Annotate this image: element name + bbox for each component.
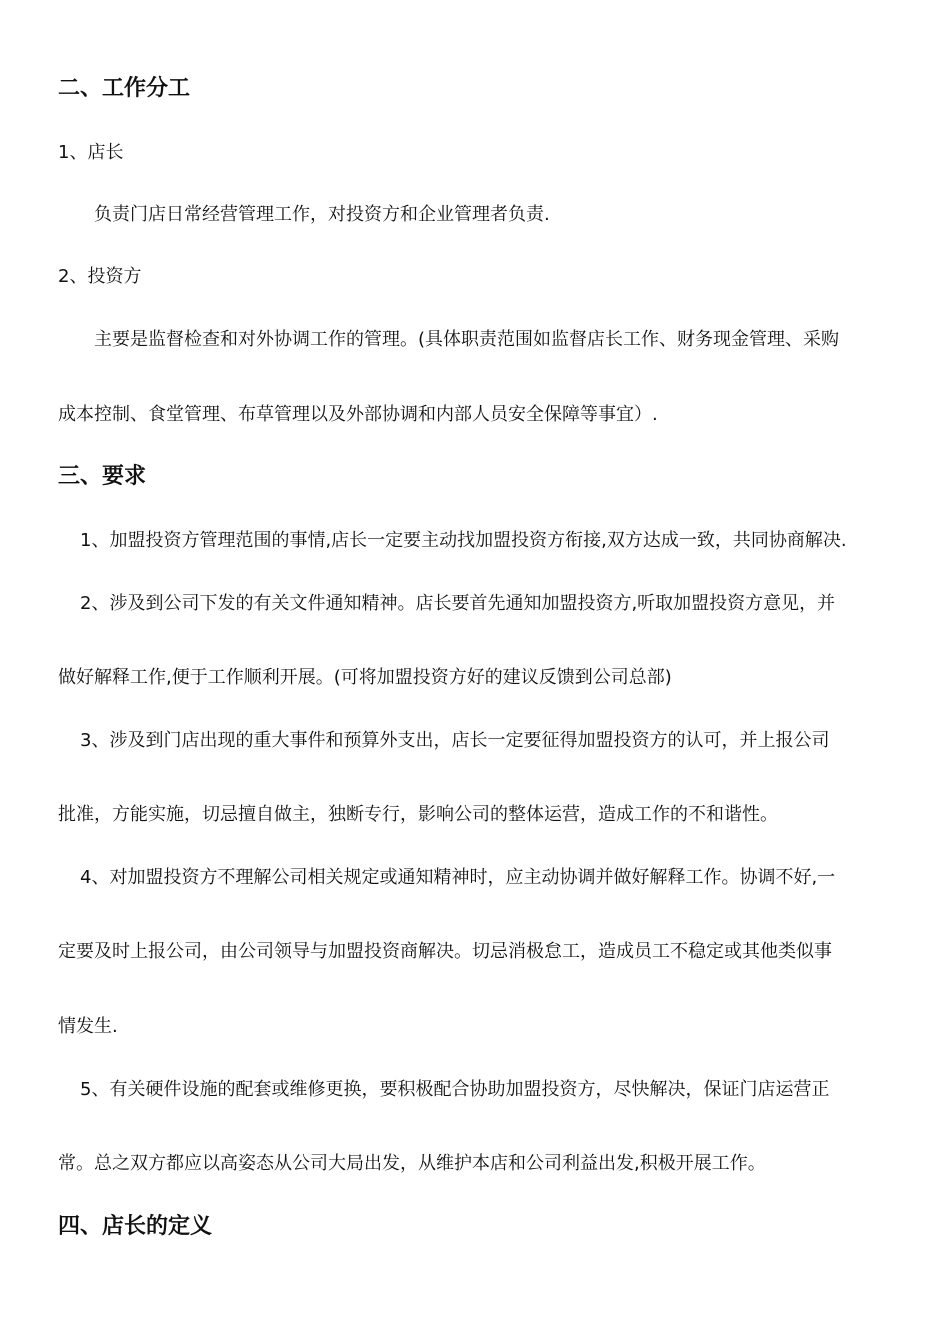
requirement-3-line1: 3、涉及到门店出现的重大事件和预算外支出，店长一定要征得加盟投资方的认可，并上报公司	[80, 730, 830, 751]
requirement-1-line1: 1、加盟投资方管理范围的事情,店长一定要主动找加盟投资方衔接,双方达成一致，共同协商解决.	[80, 530, 847, 551]
item-text-investor-line1: 主要是监督检查和对外协调工作的管理。(具体职责范围如监督店长工作、财务现金管理、采购	[94, 329, 840, 350]
requirement-5-line1: 5、有关硬件设施的配套或维修更换，要积极配合协助加盟投资方，尽快解决，保证门店运营正	[80, 1079, 830, 1100]
requirement-5-line2: 常。总之双方都应以高姿态从公司大局出发，从维护本店和公司利益出发,积极开展工作。	[58, 1153, 766, 1174]
section-heading-division: 二、工作分工	[58, 76, 191, 101]
section-heading-requirements: 三、要求	[58, 464, 147, 489]
item-text-store-manager: 负责门店日常经营管理工作，对投资方和企业管理者负责.	[94, 204, 550, 225]
requirement-4-line1: 4、对加盟投资方不理解公司相关规定或通知精神时，应主动协调并做好解释工作。协调不好,一	[80, 867, 836, 888]
item-title-store-manager: 1、店长	[58, 142, 124, 163]
requirement-2-line2: 做好解释工作,便于工作顺利开展。(可将加盟投资方好的建议反馈到公司总部)	[58, 667, 672, 688]
item-text-investor-line2: 成本控制、食堂管理、布草管理以及外部协调和内部人员安全保障等事宜）.	[58, 404, 658, 425]
requirement-4-line2: 定要及时上报公司，由公司领导与加盟投资商解决。切忌消极怠工，造成员工不稳定或其他类似事	[58, 941, 832, 962]
requirement-2-line1: 2、涉及到公司下发的有关文件通知精神。店长要首先通知加盟投资方,听取加盟投资方意见，并	[80, 593, 836, 614]
requirement-3-line2: 批准，方能实施，切忌擅自做主，独断专行，影响公司的整体运营，造成工作的不和谐性。	[58, 804, 778, 825]
requirement-4-line3: 情发生.	[58, 1016, 118, 1037]
section-heading-definition: 四、店长的定义	[58, 1214, 213, 1239]
item-title-investor: 2、投资方	[58, 266, 142, 287]
